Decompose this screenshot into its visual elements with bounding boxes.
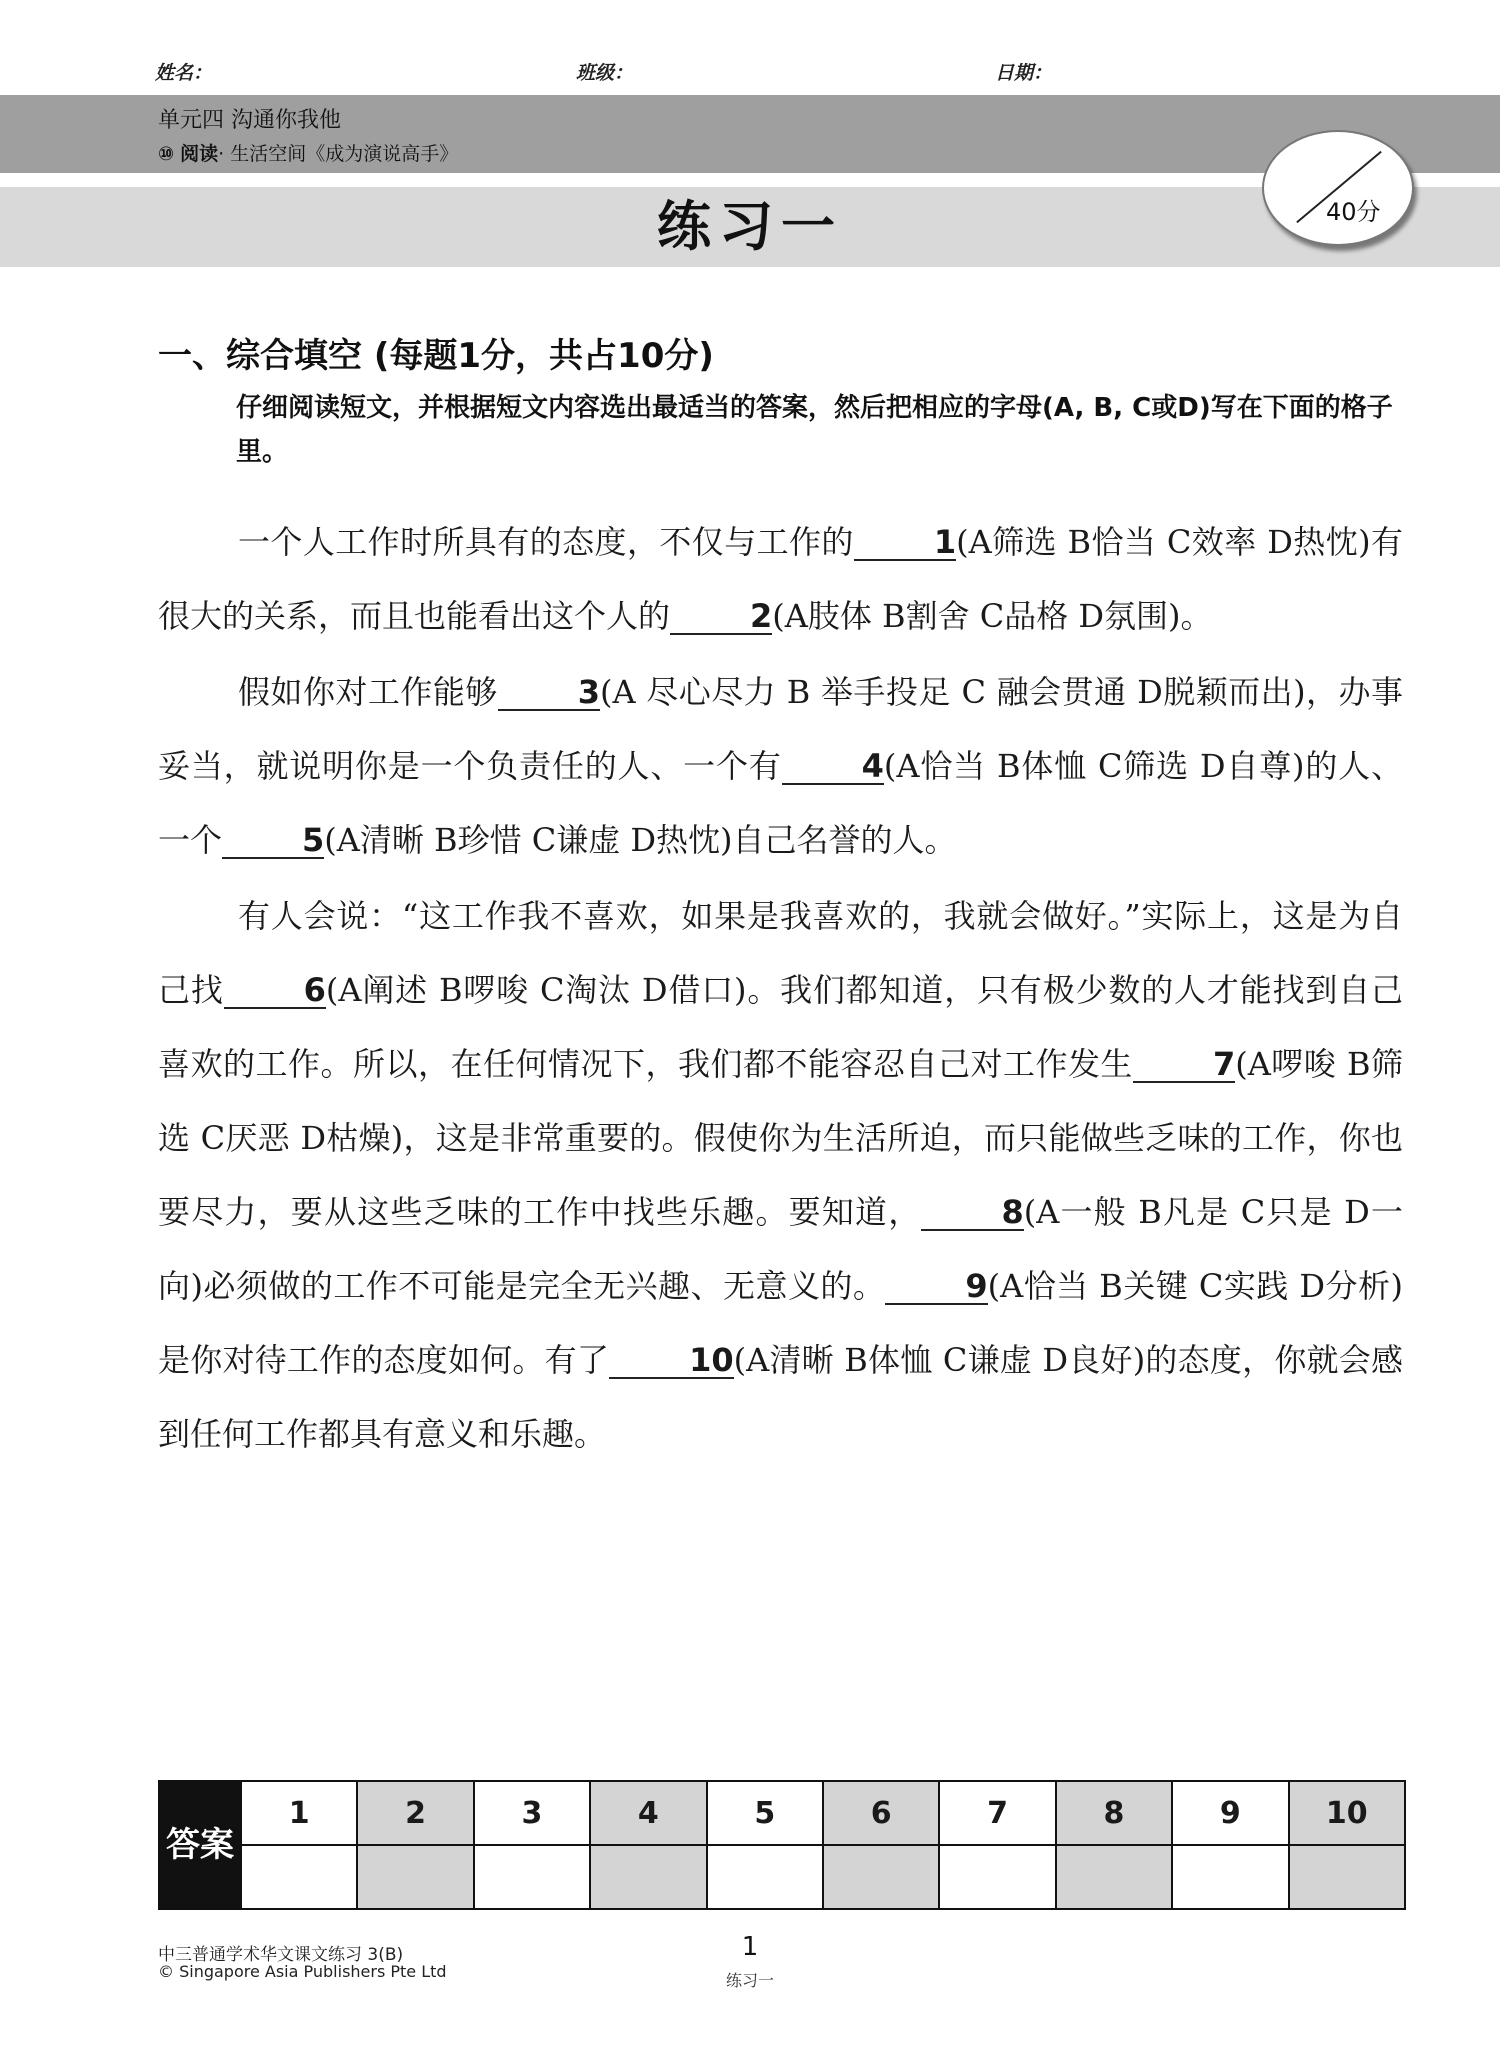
answer-number: 7	[939, 1781, 1055, 1845]
passage-text: (A清晰 B体恤 C谦虚 D良好)的态度，你就会感到任何工作都具有意义和乐趣。	[158, 1341, 1403, 1453]
passage-text: (A恰当 B关键 C实践 D分析)是你对待工作的态度如何。有了	[158, 1267, 1403, 1379]
score-badge	[1262, 130, 1414, 246]
answer-box-2[interactable]	[357, 1845, 473, 1909]
answer-number: 4	[590, 1781, 706, 1845]
passage-text: 假如你对工作能够	[238, 673, 498, 711]
passage-paragraph-2	[158, 655, 1403, 877]
page-label: 练习一	[725, 1971, 774, 1990]
blank-2: 2	[670, 599, 772, 635]
passage-text: (A肢体 B割舍 C品格 D氛围)。	[772, 597, 1213, 635]
answer-number: 3	[474, 1781, 590, 1845]
passage-paragraph-1	[158, 505, 1403, 653]
answer-box-5[interactable]	[707, 1845, 823, 1909]
answer-label: 答案	[159, 1781, 241, 1909]
answer-number: 10	[1289, 1781, 1405, 1845]
footer-copyright: © Singapore Asia Publishers Pte Ltd	[158, 1962, 447, 1981]
blank-9: 9	[885, 1269, 987, 1305]
blank-1: 1	[854, 525, 956, 561]
passage-text: 一个人工作时所具有的态度，不仅与工作的	[238, 523, 854, 561]
passage-paragraph-3	[158, 879, 1403, 1471]
answer-box-4[interactable]	[590, 1845, 706, 1909]
section-instructions: 仔细阅读短文，并根据短文内容选出最适当的答案，然后把相应的字母(A, B, C或D)写在下面的格子里。	[236, 393, 1393, 467]
answer-number: 2	[357, 1781, 473, 1845]
passage-text: (A 尽心尽力 B 举手投足 C 融会贯通 D脱颖而出)，办事妥当，就说明你是一个负责任的人、一个有	[158, 673, 1403, 785]
class-label: 班级：	[576, 62, 634, 84]
answer-number: 9	[1172, 1781, 1288, 1845]
answer-box-8[interactable]	[1056, 1845, 1172, 1909]
blank-5: 5	[222, 823, 324, 859]
passage-text: (A清晰 B珍惜 C谦虚 D热忱)自己名誉的人。	[324, 821, 957, 859]
unit-title: 单元四 沟通你我他	[158, 108, 341, 133]
date-label: 日期：	[995, 62, 1053, 84]
answer-number: 8	[1056, 1781, 1172, 1845]
blank-6: 6	[224, 973, 326, 1009]
passage-text: (A阐述 B啰唆 C淘汰 D借口)。我们都知道，只有极少数的人才能找到自己喜欢的工作。所以，在任何情况下，我们都不能容忍自己对工作发生	[158, 971, 1403, 1083]
answer-number: 6	[823, 1781, 939, 1845]
exercise-title: 练习一	[657, 195, 843, 258]
section-heading: 一、综合填空 (每题1分，共占10分)	[158, 336, 714, 376]
answer-box-9[interactable]	[1172, 1845, 1288, 1909]
answer-box-10[interactable]	[1289, 1845, 1405, 1909]
passage	[158, 505, 1403, 1473]
lesson-name: · 生活空间《成为演说高手》	[218, 143, 459, 165]
answer-table	[158, 1780, 1406, 1910]
answer-number: 5	[707, 1781, 823, 1845]
answer-box-7[interactable]	[939, 1845, 1055, 1909]
passage-text: (A啰唆 B筛选 C厌恶 D枯燥)，这是非常重要的。假使你为生活所迫，而只能做些乏味的工作，你也要尽力，要从这些乏味的工作中找些乐趣。要知道，	[158, 1045, 1403, 1231]
passage-text: 有人会说：“这工作我不喜欢，如果是我喜欢的，我就会做好。”实际上，这是为自己找	[158, 897, 1403, 1009]
lesson-number: ⑩	[158, 143, 175, 165]
page-number: 1	[741, 1932, 759, 1962]
answer-box-6[interactable]	[823, 1845, 939, 1909]
answer-number: 1	[241, 1781, 357, 1845]
blank-7: 7	[1133, 1047, 1235, 1083]
name-label: 姓名：	[155, 62, 213, 84]
blank-3: 3	[498, 675, 600, 711]
lesson-line	[158, 139, 458, 166]
total-score: 40分	[1326, 198, 1381, 226]
answer-box-3[interactable]	[474, 1845, 590, 1909]
blank-4: 4	[782, 749, 884, 785]
passage-text: (A一般 B凡是 C只是 D一向)必须做的工作不可能是完全无兴趣、无意义的。	[158, 1193, 1403, 1305]
answer-box-1[interactable]	[241, 1845, 357, 1909]
blank-10: 10	[609, 1343, 734, 1379]
footer-book-title: 中三普通学术华文课文练习 3(B)	[158, 1945, 404, 1965]
blank-8: 8	[921, 1195, 1023, 1231]
passage-text: (A恰当 B体恤 C筛选 D自尊)的人、一个	[158, 747, 1403, 859]
lesson-type: 阅读	[180, 143, 219, 165]
passage-text: (A筛选 B恰当 C效率 D热忱)有很大的关系，而且也能看出这个人的	[158, 523, 1403, 635]
